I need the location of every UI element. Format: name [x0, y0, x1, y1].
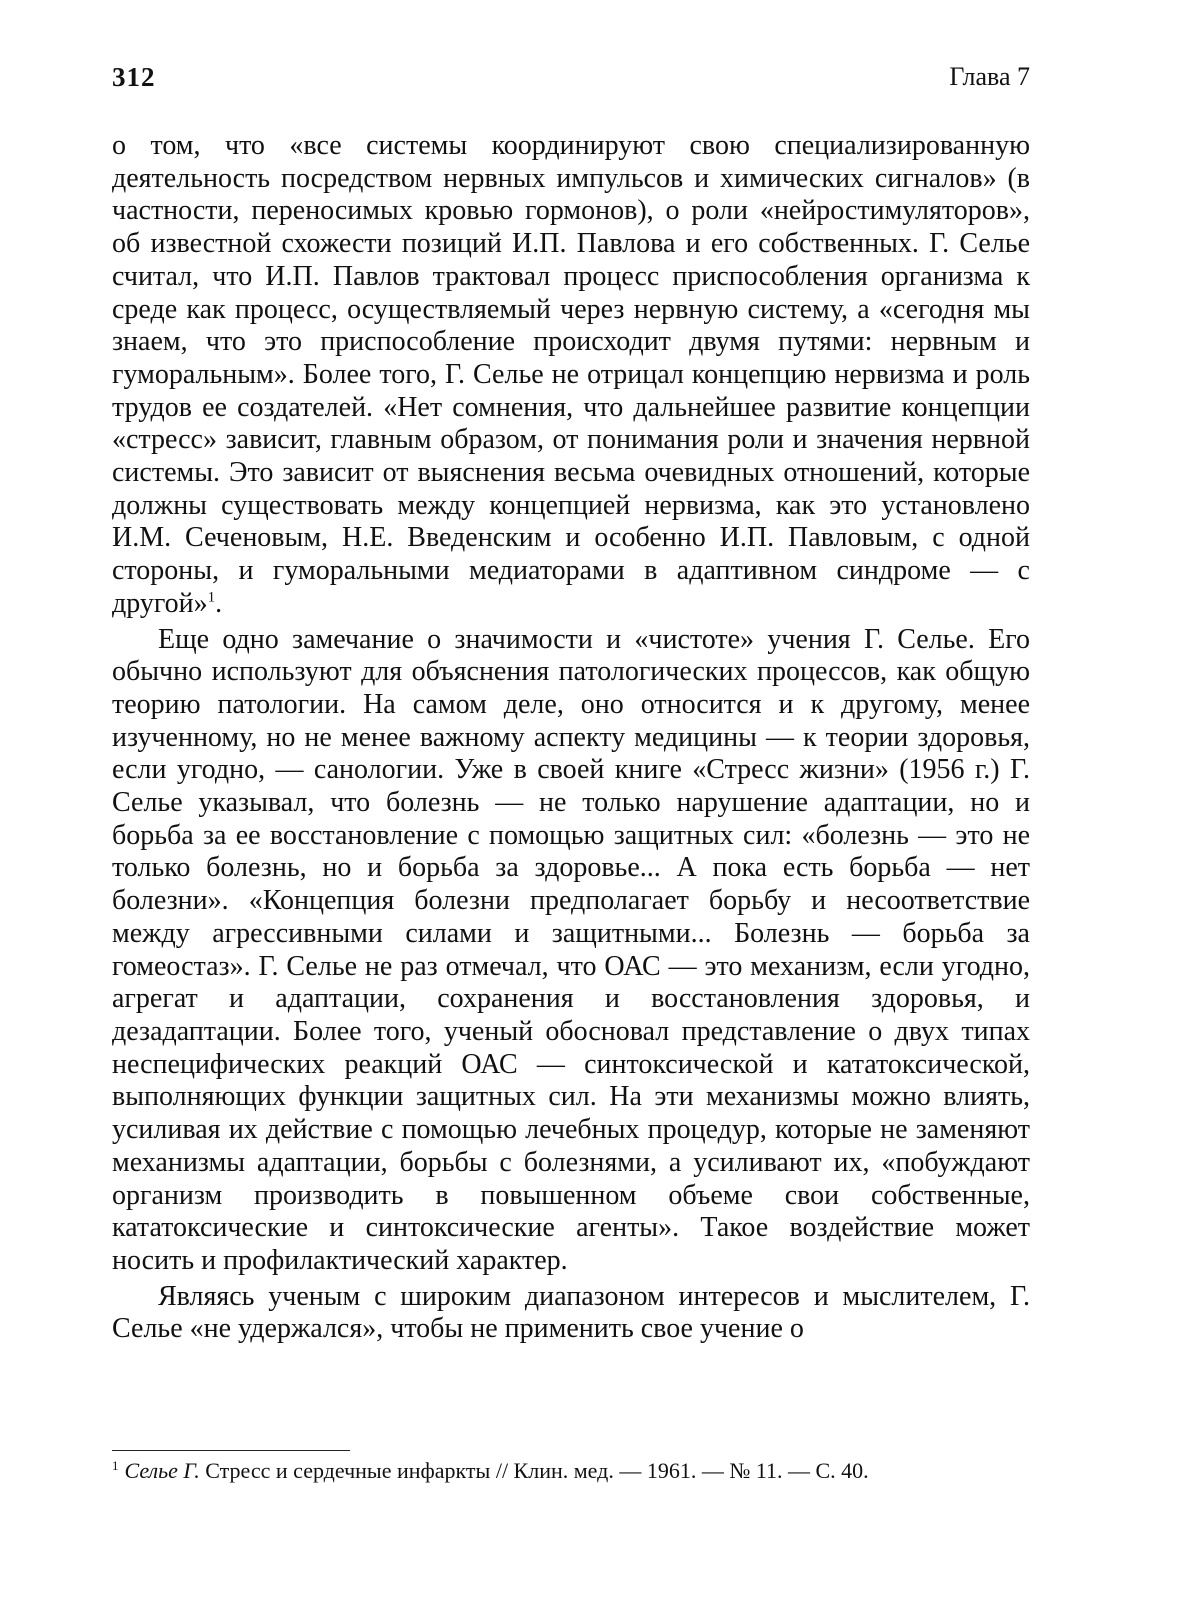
footnote-reference: 1 — [207, 589, 216, 606]
footnote — [112, 1458, 1030, 1484]
paragraph-1: о том, что «все системы координируют свою специализированную деятельность посредством нервных импульсов и химических сигналов» (в частности, переносимых кровью гормонов), о роли «нейростимуляторов», об известной схожести позиций И.П. Павлова и его собственных. Г. Селье считал, что И.П. Павлов трактовал процесс приспособления организма к среде как процесс, осуществляемый через нервную систему, а «сегодня мы знаем, что это приспособление происходит двумя путями: нервным и гуморальным». Более того, Г. Селье не отрицал концепцию нервизма и роль трудов ее создателей. «Нет сомнения, что дальнейшее развитие концепции «стресс» зависит, главным образом, от понимания роли и значения нервной системы. Это зависит от выяснения весьма очевидных отношений, которые должны существовать между концепцией нервизма, как это установлено И.М. Сеченовым, Н.Е. Введенским и особенно И.П. Павловым, с одной стороны, и гуморальными медиаторами в адаптивном синдроме — с другой»$^1$. — [112, 130, 1030, 619]
running-head — [112, 62, 1030, 102]
footnote-mark: 1 — [112, 1457, 119, 1473]
body-text — [112, 130, 1030, 1346]
footnote-text: Стресс и сердечные инфаркты // Клин. мед. — 1961. — № 11. — С. 40. — [205, 1458, 869, 1483]
paragraph-2-text: Еще одно замечание о значимости и «чистоте» учения Г. Селье. Его обычно используют для объяснения патологических процессов, как общую теорию патологии. На самом деле, оно относится и к другому, менее изученному, но не менее важному аспекту медицины — к теории здоровья, если угодно, — санологии. Уже в своей книге «Стресс жизни» (1956 г.) Г. Селье указывал, что болезнь — не только нарушение адаптации, но и борьба за ее восстановление с помощью защитных сил: «болезнь — это не только болезнь, но и борьба за здоровье... А пока есть борьба — нет болезни». «Концепция болезни предполагает борьбу и несоответствие между агрессивными силами и защитными... Болезнь — борьба за гомеостаз». Г. Селье не раз отмечал, что ОАС — это механизм, если угодно, агрегат и адаптации, сохранения и восстановления здоровья, и дезадаптации. Более того, ученый обосновал представление о двух типах неспецифических реакций ОАС — синтоксической и кататоксической, выполняющих функции защитных сил. На эти механизмы можно влиять, усиливая их действие с помощью лечебных процедур, которые не заменяют механизмы адаптации, борьбы с болезнями, а усиливают их, «побуждают организм производить в повышенном объеме свои собственные, кататоксические и синтоксические агенты». Такое воздействие может носить и профилактический характер. — [112, 623, 1030, 1276]
book-page — [112, 62, 1030, 1346]
footnote-author: Селье Г. — [124, 1458, 200, 1483]
page-number: 312 — [112, 62, 156, 92]
footnote-divider — [112, 1450, 350, 1451]
paragraph-3 — [112, 1281, 1030, 1346]
chapter-title: Глава 7 — [949, 62, 1030, 91]
paragraph-2 — [112, 624, 1030, 1278]
paragraph-1-text: о том, что «все системы координируют свою специализированную деятельность посредством нервных импульсов и химических сигналов» (в частности, переносимых кровью гормонов), о роли «нейростимуляторов», об известной схожести позиций И.П. Павлова и его собственных. Г. Селье считал, что И.П. Павлов трактовал процесс приспособления организма к среде как процесс, осуществляемый через нервную систему, а «сегодня мы знаем, что это приспособление происходит двумя путями: нервным и гуморальным». Более того, Г. Селье не отрицал концепцию нервизма и роль трудов ее создателей. «Нет сомнения, что дальнейшее развитие концепции «стресс» зависит, главным образом, от понимания роли и значения нервной системы. Это зависит от выяснения весьма очевидных отношений, которые должны существовать между концепцией нервизма, как это установлено И.М. Сеченовым, Н.Е. Введенским и особенно И.П. Павловым, с одной стороны, и гуморальными медиаторами в адаптивном синдроме — с другой» — [112, 130, 1030, 619]
paragraph-3-text: Являясь ученым с широким диапазоном интересов и мыслителем, Г. Селье «не удержался», чтобы не применить свое учение о — [112, 1280, 1030, 1345]
